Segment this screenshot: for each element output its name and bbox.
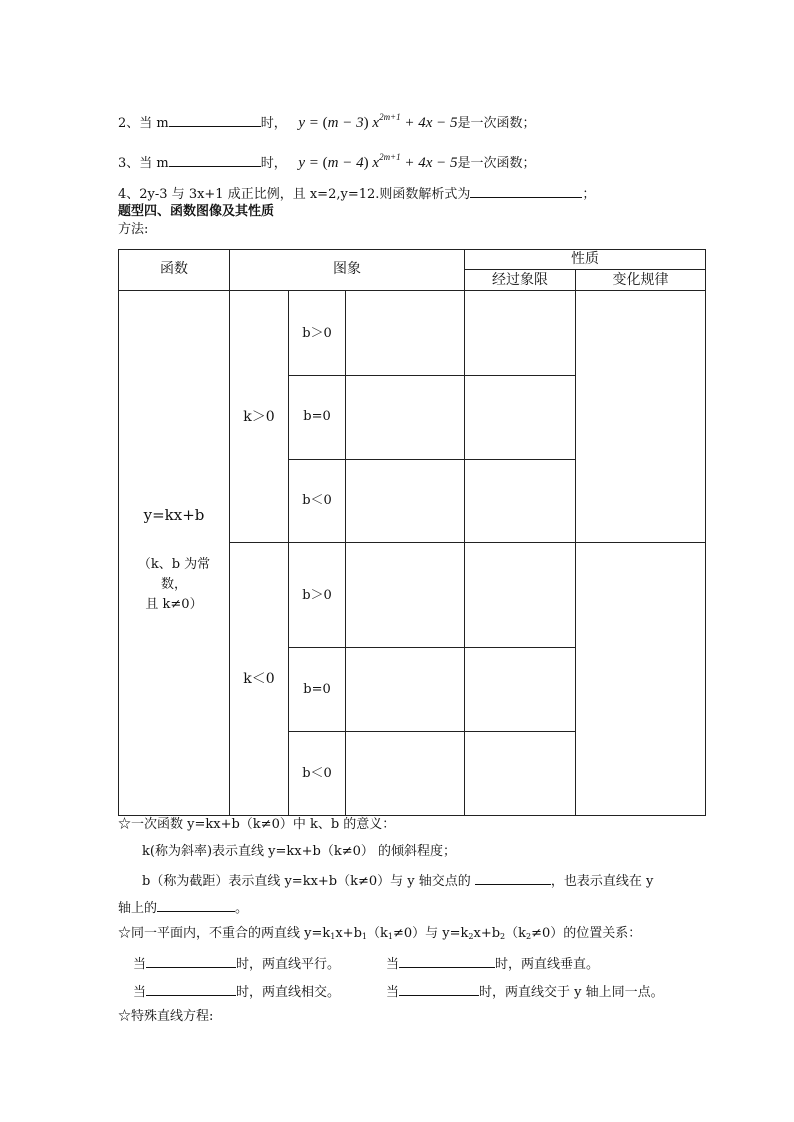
sub-1c: 1 [387, 932, 393, 941]
q2-formula: y = (m − 3) $x^{2m+1} + 4x - 5$ [290, 112, 458, 131]
condition-intersect [133, 982, 340, 1002]
b-zero-1: b=0 [303, 409, 331, 424]
q3-answer-blank[interactable] [169, 153, 261, 167]
header-graph: 图象 [333, 261, 361, 277]
method-label: 方法: [118, 222, 149, 237]
note-intercept-cont-text: 轴上的 [118, 901, 158, 916]
header-properties: 性质 [571, 251, 599, 267]
table-rule-k-split [229, 542, 706, 543]
q2-when: 时， [260, 116, 287, 131]
intersect-text: 时，两直线相交。 [236, 985, 341, 1000]
note-slope: k(称为斜率)表示直线 y=kx+b（k≠0） 的倾斜程度； [142, 844, 456, 859]
perpendicular-text: 时，两直线垂直。 [495, 957, 600, 972]
two-lines-text-f: （k [505, 926, 527, 941]
q2-prefix: 2、当 m [118, 116, 169, 131]
sub-2b: 2 [500, 932, 506, 941]
sub-1b: 1 [361, 932, 367, 941]
q3-when: 时， [260, 156, 287, 171]
same-point-text: 时，两直线交于 y 轴上同一点。 [479, 985, 664, 1000]
function-formula: y=kx+b [143, 506, 205, 524]
b-positive-2: b＞0 [302, 588, 332, 603]
note-intercept-cont-end: 。 [235, 901, 249, 916]
q4-answer-blank[interactable] [470, 184, 582, 198]
table-col-quadrant [575, 269, 576, 816]
b-negative-2: b＜0 [302, 766, 332, 781]
q3-formula: y = (m − 4) $x^{2m+1} + 4x - 5$ [290, 152, 458, 171]
header-quadrants: 经过象限 [492, 272, 548, 288]
intercept-meaning-blank[interactable] [157, 898, 235, 912]
header-function: 函数 [160, 261, 188, 277]
q4-end: ； [582, 187, 596, 202]
table-border-right [705, 249, 706, 816]
q4-text: 4、2y-3 与 3x+1 成正比例，且 x=2,y=12.则函数解析式为 [118, 187, 471, 202]
parallel-text: 时，两直线平行。 [236, 957, 341, 972]
condition-parallel [133, 954, 340, 974]
function-note-1: （k、b 为常 [137, 557, 211, 572]
question-3 [118, 148, 536, 173]
note-intercept-cont [118, 898, 248, 918]
question-2 [118, 108, 536, 133]
same-point-when: 当 [386, 985, 400, 1000]
note-intercept-text-2: ，也表示直线在 y [550, 874, 654, 889]
table-rule-row5 [288, 731, 575, 732]
b-positive-1: b＞0 [302, 326, 332, 341]
parallel-blank[interactable] [146, 954, 236, 968]
note-special-lines: ☆特殊直线方程: [118, 1009, 214, 1024]
table-rule-header [118, 290, 706, 291]
table-col-b [345, 290, 346, 816]
question-4 [118, 184, 595, 204]
header-change-rule: 变化规律 [612, 272, 669, 288]
note-two-lines [118, 925, 641, 946]
intersect-blank[interactable] [146, 982, 236, 996]
condition-perpendicular [386, 954, 599, 974]
sub-1a: 1 [330, 932, 336, 941]
table-col-func [229, 249, 230, 816]
same-point-blank[interactable] [399, 982, 479, 996]
sub-2c: 2 [526, 932, 532, 941]
intercept-point-blank[interactable] [475, 871, 551, 885]
table-col-k [288, 290, 289, 816]
k-negative: k＜0 [243, 671, 275, 687]
table-rule-row4 [288, 647, 575, 648]
q2-answer-blank[interactable] [169, 113, 261, 127]
intersect-when: 当 [133, 985, 147, 1000]
table-rule-row1 [288, 375, 575, 376]
note-intercept [142, 871, 653, 891]
section-title: 题型四、函数图像及其性质 [118, 204, 275, 219]
q3-prefix: 3、当 m [118, 156, 169, 171]
table-rule-row2 [288, 459, 575, 460]
b-negative-1: b＜0 [302, 493, 332, 508]
table-col-graph [464, 249, 465, 816]
k-positive: k＞0 [243, 409, 275, 425]
function-note-2: 数， [160, 577, 187, 592]
function-note-3: 且 k≠0） [145, 597, 203, 612]
two-lines-text-e: x+b [473, 926, 501, 941]
perpendicular-blank[interactable] [399, 954, 495, 968]
two-lines-text-a: ☆同一平面内，不重合的两直线 y=k [118, 926, 331, 941]
b-zero-2: b=0 [303, 682, 331, 697]
two-lines-text-g: ≠0）的位置关系： [531, 926, 642, 941]
condition-same-y-point [386, 982, 664, 1002]
table-border-left [118, 249, 119, 816]
note-intercept-text: b（称为截距）表示直线 y=kx+b（k≠0）与 y 轴交点的 [142, 874, 471, 889]
sub-2a: 2 [468, 932, 474, 941]
q2-suffix: 是一次函数； [457, 116, 536, 131]
parallel-when: 当 [133, 957, 147, 972]
note-kb-meaning: ☆一次函数 y=kx+b（k≠0）中 k、b 的意义： [118, 817, 396, 832]
q3-suffix: 是一次函数； [457, 156, 536, 171]
table-rule-prop [464, 269, 706, 270]
perpendicular-when: 当 [386, 957, 400, 972]
two-lines-text-b: x+b [335, 926, 362, 941]
two-lines-text-c: （k [366, 926, 388, 941]
two-lines-text-d: ≠0）与 y=k [392, 926, 469, 941]
